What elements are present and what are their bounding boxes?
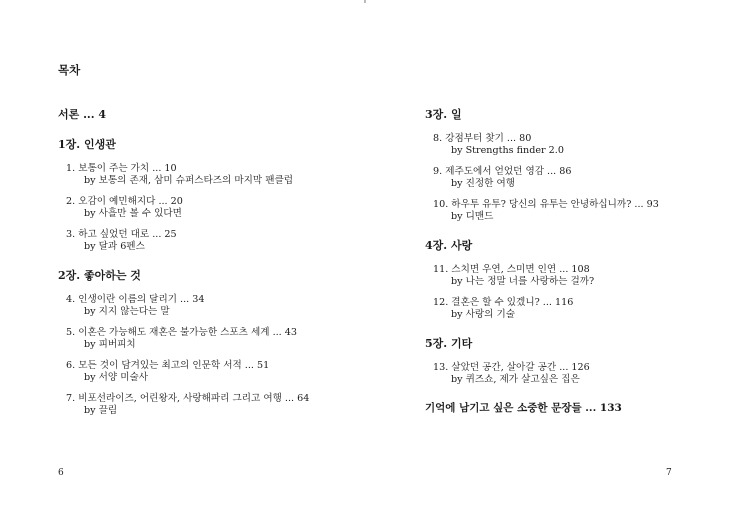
toc-entry	[66, 163, 358, 187]
toc-entry	[66, 327, 358, 351]
entry-source: by 서양 미술사	[84, 372, 148, 383]
chapter-1	[58, 136, 358, 253]
entry-title: 5. 이혼은 가능해도 재혼은 불가능한 스포츠 세계 ... 43	[66, 327, 297, 338]
entry-source: by 지지 않는다는 말	[84, 306, 170, 317]
entry-source: by 사랑의 기술	[451, 309, 515, 320]
chapter-title: 5장. 기타	[425, 337, 473, 350]
entry-title: 3. 하고 싶었던 대로 ... 25	[66, 229, 177, 240]
toc-right-column	[425, 106, 725, 415]
entry-source: by 끌림	[84, 405, 118, 416]
page-number-right: 7	[666, 468, 672, 478]
entry-source: by 나는 정말 너를 사랑하는 걸까?	[451, 276, 595, 287]
toc-entry	[66, 294, 358, 318]
entry-source: by 사흘만 볼 수 있다면	[84, 208, 182, 219]
gutter-mark	[364, 0, 366, 3]
entry-title: 4. 인생이란 이름의 달리기 ... 34	[66, 294, 205, 305]
entry-title: 13. 살았던 공간, 살아갈 공간 ... 126	[433, 362, 590, 373]
entry-title: 1. 보통이 주는 가치 ... 10	[66, 163, 177, 174]
entry-source: by Strengths finder 2.0	[451, 145, 564, 156]
entry-source: by 보통의 존재, 삼미 슈퍼스타즈의 마지막 팬클럽	[84, 175, 293, 186]
chapter-title: 2장. 좋아하는 것	[58, 269, 141, 282]
toc-entry	[66, 360, 358, 384]
entry-title: 11. 스치면 우연, 스미면 인연 ... 108	[433, 264, 590, 275]
toc-entry	[66, 196, 358, 220]
chapter-title: 4장. 사랑	[425, 239, 473, 252]
toc-intro: 서론 ... 4	[58, 108, 107, 121]
chapter-3	[425, 106, 725, 223]
entry-source: by 퀴즈쇼, 제가 살고싶은 집은	[451, 374, 580, 385]
entry-title: 10. 하우투 유투? 당신의 유투는 안녕하십니까? ... 93	[433, 199, 659, 210]
chapter-4	[425, 237, 725, 321]
toc-entry	[433, 297, 725, 321]
chapter-5	[425, 335, 725, 386]
entry-source: by 디맨드	[451, 211, 494, 222]
page-title: 목차	[58, 63, 81, 77]
entry-title: 7. 비포선라이즈, 어린왕자, 사랑해파리 그리고 여행 ... 64	[66, 393, 310, 404]
toc-entry	[433, 166, 725, 190]
page-number-left: 6	[58, 468, 64, 478]
toc-left-column	[58, 106, 358, 431]
entry-title: 9. 제주도에서 얻었던 영감 ... 86	[433, 166, 572, 177]
toc-entry	[433, 362, 725, 386]
toc-entry	[433, 199, 725, 223]
entry-title: 2. 오감이 예민해지다 ... 20	[66, 196, 183, 207]
toc-entry	[66, 393, 358, 417]
entry-source: by 달과 6펜스	[84, 241, 145, 252]
toc-entry	[433, 264, 725, 288]
entry-title: 6. 모든 것이 담겨있는 최고의 인문학 서적 ... 51	[66, 360, 270, 371]
toc-closing: 기억에 남기고 싶은 소중한 문장들 ... 133	[425, 402, 622, 414]
entry-source: by 진정한 여행	[451, 178, 515, 189]
toc-entry	[66, 229, 358, 253]
entry-title: 8. 강점부터 찾기 ... 80	[433, 133, 532, 144]
entry-source: by 피버피치	[84, 339, 136, 350]
toc-entry	[433, 133, 725, 157]
chapter-title: 3장. 일	[425, 108, 462, 121]
chapter-title: 1장. 인생관	[58, 138, 116, 151]
chapter-2	[58, 267, 358, 417]
entry-title: 12. 결혼은 할 수 있겠니? ... 116	[433, 297, 574, 308]
